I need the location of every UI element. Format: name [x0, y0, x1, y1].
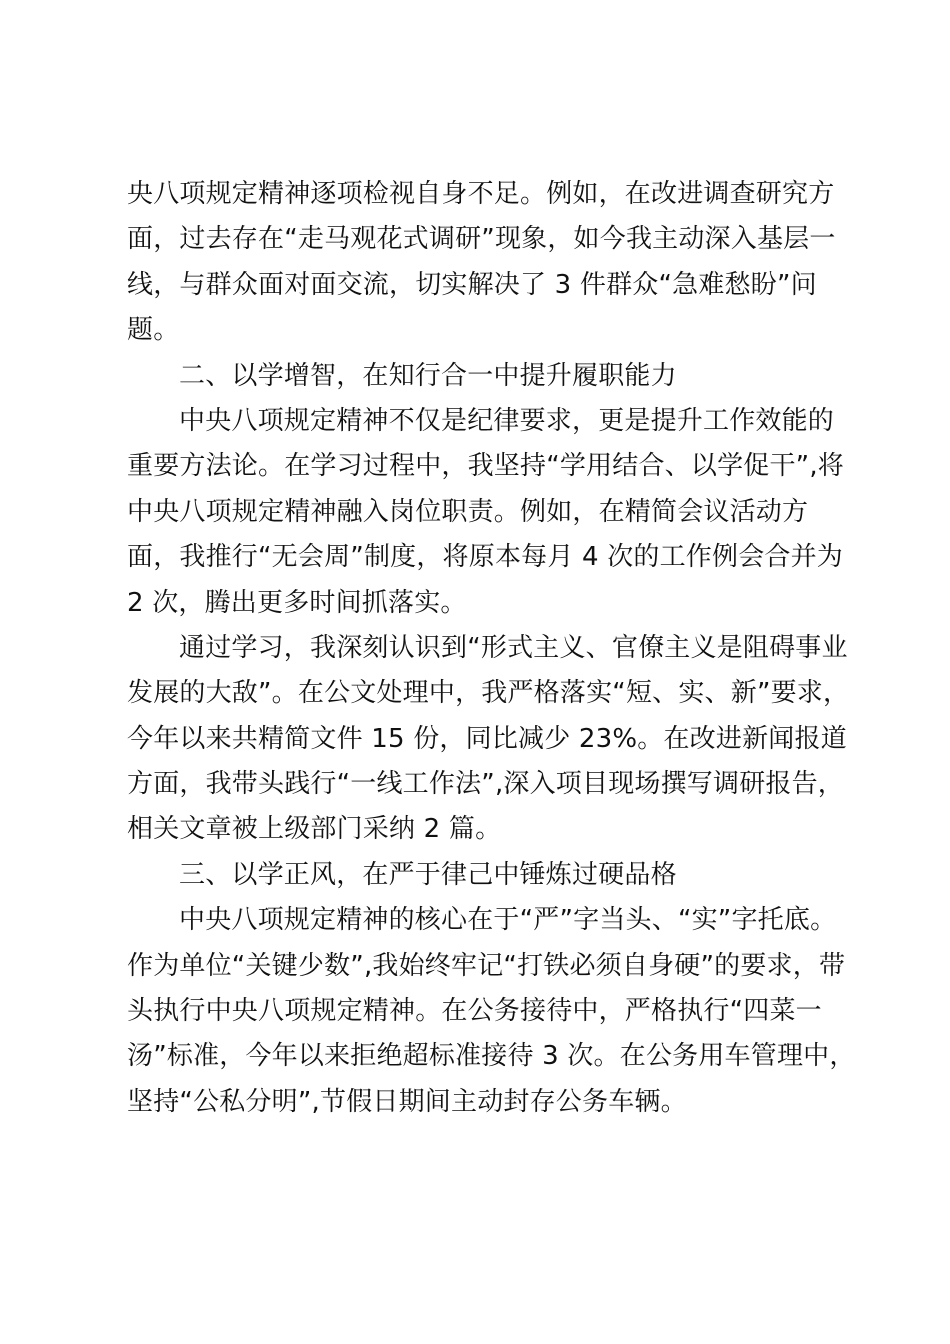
text-line: 汤”标准，今年以来拒绝超标准接待 3 次。在公务用车管理中，	[127, 1041, 856, 1072]
text-line: 重要方法论。在学习过程中，我坚持“学用结合、以学促干”,将	[127, 451, 845, 482]
text-line: 面，我推行“无会周”制度，将原本每月 4 次的工作例会合并为	[127, 542, 844, 573]
text-line: 2 次，腾出更多时间抓落实。	[127, 587, 467, 618]
text-line: 方面，我带头践行“一线工作法”,深入项目现场撰写调研报告，	[127, 769, 845, 800]
text-line: 坚持“公私分明”,节假日期间主动封存公务车辆。	[127, 1086, 687, 1117]
text-line: 题。	[127, 315, 180, 346]
text-line: 中央八项规定精神融入岗位职责。例如，在精简会议活动方	[127, 496, 809, 527]
text-line: 线，与群众面对面交流，切实解决了 3 件群众“急难愁盼”问	[127, 269, 817, 300]
text-line: 头执行中央八项规定精神。在公务接待中，严格执行“四菜一	[127, 996, 822, 1027]
text-line: 相关文章被上级部门采纳 2 篇。	[127, 814, 502, 845]
text-line: 三、以学正风，在严于律己中锤炼过硬品格	[179, 859, 677, 890]
text-line: 中央八项规定精神不仅是纪律要求，更是提升工作效能的	[179, 405, 835, 436]
text-line: 作为单位“关键少数”,我始终牢记“打铁必须自身硬”的要求，带	[127, 950, 846, 981]
text-line: 发展的大敌”。在公文处理中，我严格落实“短、实、新”要求，	[127, 678, 850, 709]
text-line: 中央八项规定精神的核心在于“严”字当头、“实”字托底。	[179, 905, 837, 936]
text-line: 今年以来共精简文件 15 份，同比减少 23%。在改进新闻报道	[127, 723, 847, 754]
text-line: 面，过去存在“走马观花式调研”现象，如今我主动深入基层一	[127, 224, 836, 255]
text-line: 央八项规定精神逐项检视自身不足。例如，在改进调查研究方	[127, 179, 835, 209]
text-line: 二、以学增智，在知行合一中提升履职能力	[179, 360, 677, 391]
document-body	[127, 172, 856, 1125]
text-line: 通过学习，我深刻认识到“形式主义、官僚主义是阻碍事业	[179, 632, 848, 663]
